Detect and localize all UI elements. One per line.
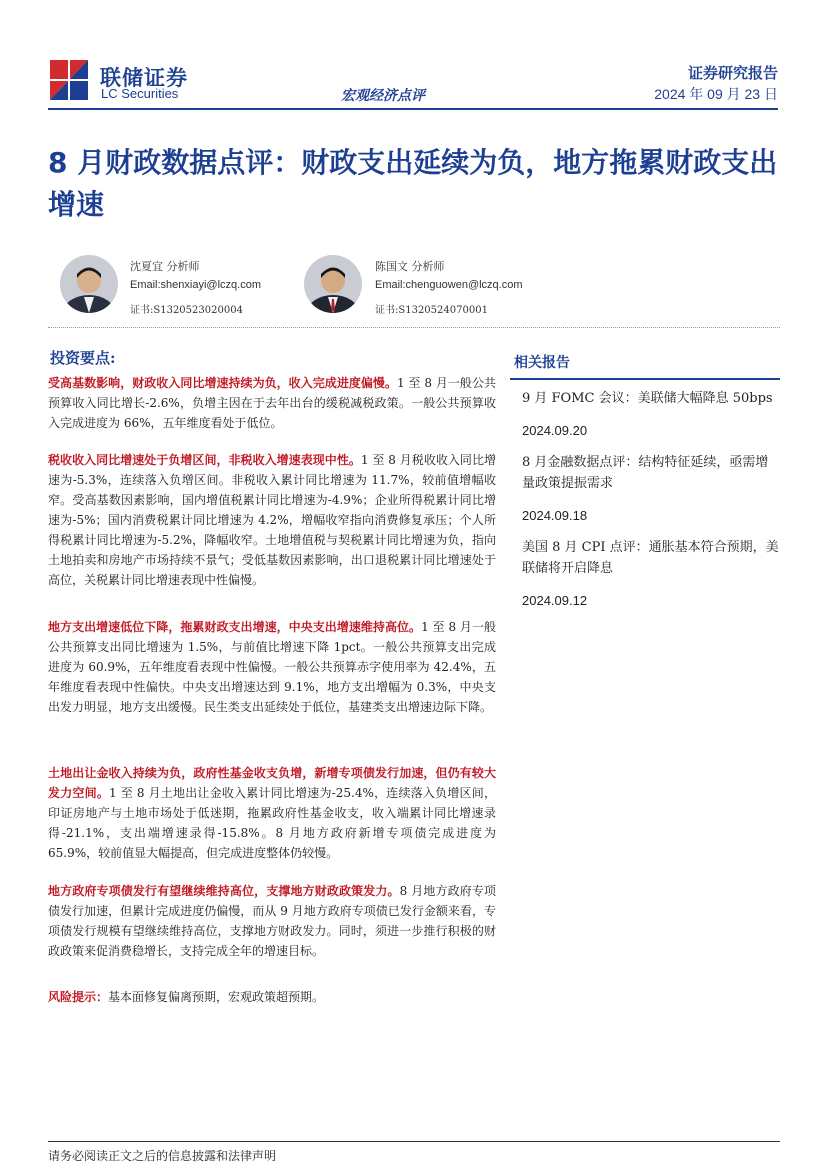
brand-name-en: LC Securities xyxy=(101,86,179,101)
highlight-lead: 受高基数影响，财政收入同比增速持续为负，收入完成进度偏慢。 xyxy=(48,376,397,390)
related-report-link[interactable]: 美国 8 月 CPI 点评：通胀基本符合预期，美联储将开启降息 xyxy=(522,540,779,576)
analyst-email[interactable]: Email:chenguowen@lczq.com xyxy=(375,279,523,291)
risk-label: 风险提示： xyxy=(48,990,109,1004)
highlight-paragraph xyxy=(48,373,496,433)
related-heading: 相关报告 xyxy=(510,348,780,380)
highlight-lead: 地方政府专项债发行有望继续维持高位，支撑地方财政政策发力。 xyxy=(48,884,400,898)
document-category: 宏观经济点评 xyxy=(341,88,425,104)
highlight-body: 1 至 8 月一般公共预算支出同比增速为 1.5%，与前值比增速下降 1pct。一般公共预算支出完成进度为 60.9%，五年维度看表现中性偏慢。一般公共预算赤字使用率为 42.4%，五年维度看表现中性偏快。中央支出增速达到 9.1%，地方支出增幅为 0.3%，中央支出发力明显，地方支出缓慢。民生类支出延续处于低位，基建类支出增速边际下降。 xyxy=(48,620,496,714)
footer-divider xyxy=(48,1141,780,1142)
related-report-link[interactable]: 9 月 FOMC 会议：美联储大幅降息 50bps xyxy=(522,391,773,406)
related-reports xyxy=(510,348,780,622)
analyst-name: 沈夏宜 分析师 xyxy=(130,260,200,273)
report-date: 2024 年 09 月 23 日 xyxy=(654,86,778,102)
related-report-date: 2024.09.12 xyxy=(522,593,588,608)
highlight-paragraph xyxy=(48,450,496,590)
analyst-avatar xyxy=(304,255,362,313)
brand-logo-icon xyxy=(50,60,88,100)
footer-disclaimer: 请务必阅读正文之后的信息披露和法律声明 xyxy=(48,1149,277,1163)
header-divider xyxy=(48,108,778,110)
analyst-certificate: 证书:S1320524070001 xyxy=(375,305,488,316)
related-report-link[interactable]: 8 月金融数据点评：结构特征延续，亟需增量政策提振需求 xyxy=(522,455,769,491)
analyst-certificate: 证书:S1320523020004 xyxy=(130,305,243,316)
related-report-date: 2024.09.18 xyxy=(522,508,588,523)
highlight-body: 1 至 8 月土地出让金收入累计同比增速为-25.4%，连续落入负增区间，印证房地产与土地市场处于低迷期，拖累政府性基金收支，收入端累计同比增速录得-21.1%，支出端增速录得-15.8%。8 月地方政府新增专项债完成进度为 65.9%，较前值显大幅提高，但完成进度整体仍较慢。 xyxy=(48,786,496,860)
brand-name-cn: 联储证券 xyxy=(100,66,188,90)
related-report-date: 2024.09.20 xyxy=(522,423,588,438)
report-type: 证券研究报告 xyxy=(687,64,778,82)
page-title: 8 月财政数据点评：财政支出延续为负，地方拖累财政支出增速 xyxy=(48,146,778,221)
analyst-name: 陈国文 分析师 xyxy=(375,260,445,273)
highlight-paragraph xyxy=(48,763,496,863)
analyst-avatar xyxy=(60,255,118,313)
highlight-lead: 地方支出增速低位下降，拖累财政支出增速，中央支出增速维持高位。 xyxy=(48,620,422,634)
analyst-email[interactable]: Email:shenxiayi@lczq.com xyxy=(130,279,261,291)
highlight-lead: 土地出让金收入持续为负，政府性基金收支负增，新增专项债发行加速，但仍有较大发力空间。 xyxy=(48,766,496,800)
highlight-paragraph xyxy=(48,617,496,717)
highlight-body: 8 月地方政府专项债发行加速，但累计完成进度仍偏慢，而从 9 月地方政府专项债已发行金额来看，专项债发行规模有望继续维持高位，支撑地方财政发力。同时，须进一步推行积极的财政政策来促消费稳增长，支持完成全年的增速目标。 xyxy=(48,884,496,958)
highlight-body: 1 至 8 月一般公共预算收入同比增长-2.6%，负增主因在于去年出台的缓税减税政策。一般公共预算收入完成进度为 66%，五年维度看处于低位。 xyxy=(48,376,496,430)
investment-heading: 投资要点: xyxy=(50,349,116,367)
analyst-divider xyxy=(48,327,780,329)
risk-text: 基本面修复偏离预期，宏观政策超预期。 xyxy=(108,990,325,1004)
highlight-lead: 税收收入同比增速处于负增区间，非税收入增速表现中性。 xyxy=(48,453,361,467)
highlight-paragraph xyxy=(48,881,496,961)
highlight-body: 1 至 8 月税收收入同比增速为-5.3%，连续落入负增区间。非税收入累计同比增速为 11.7%，较前值增幅收窄。受高基数因素影响，国内增值税累计同比增速为-4.9%；企业所得税累计同比增速为-5%；国内消费税累计同比增速为 4.2%，增幅收窄指向消费修复承压；个人所得税累计同比增速为-5.2%，降幅收窄。土地增值税与契税累计同比增速为负，指向土地拍卖和房地产市场持续不景气；受低基数因素影响，出口退税累计同比增速处于高位，关税累计同比增速表现中性偏慢。 xyxy=(48,453,496,587)
risk-warning xyxy=(48,987,496,1007)
